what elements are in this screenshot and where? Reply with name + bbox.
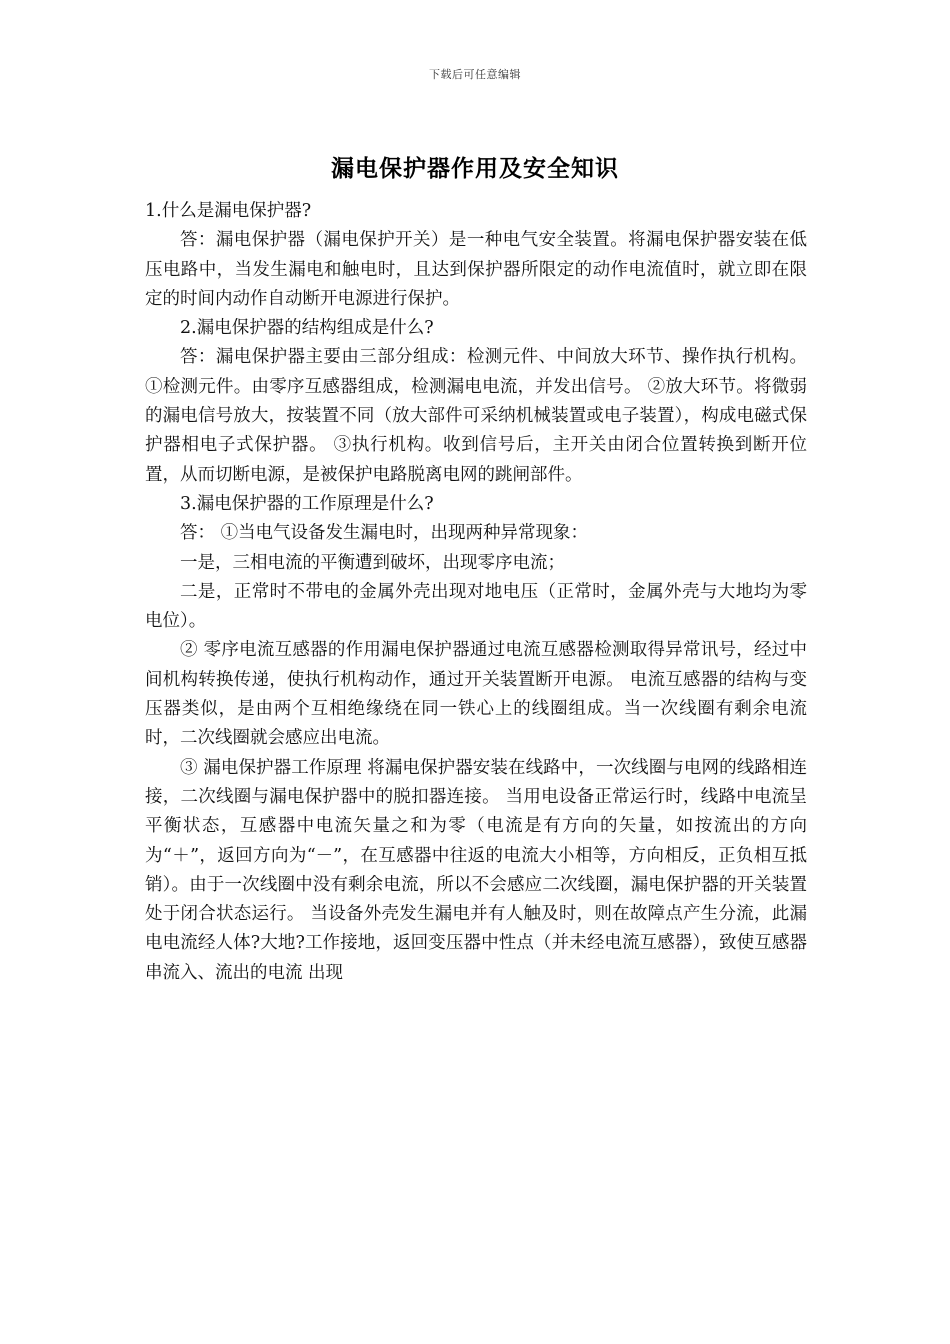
answer-2: 答：漏电保护器主要由三部分组成：检测元件、中间放大环节、操作执行机构。 ①检测元件。由零序互感器组成，检测漏电电流，并发出信号。 ②放大环节。将微弱的漏电信号放大，按装置不同（放大部件可采纳机械装置或电子装置），构成电磁式保护器相电子式保护器。 ③执行机构。收到信号后，主开关由闭合位置转换到断开位置，从而切断电源，是被保护电路脱离电网的跳闸部件。 bbox=[145, 347, 807, 485]
answer-3-part-2: ② 零序电流互感器的作用漏电保护器通过电流互感器检测取得异常讯号，经过中间机构转换传递，使执行机构动作，通过开关装置断开电源。 电流互感器的结构与变压器类似，是由两个互相绝缘绕在同一铁心上的线圈组成。当一次线圈有剩余电流时，二次线圈就会感应出电流。 bbox=[145, 640, 807, 749]
question-3: 3.漏电保护器的工作原理是什么? bbox=[180, 493, 434, 514]
document-body bbox=[145, 197, 807, 988]
answer-3-part-3: ③ 漏电保护器工作原理 将漏电保护器安装在线路中，一次线圈与电网的线路相连接，二次线圈与漏电保护器中的脱扣器连接。 当用电设备正常运行时，线路中电流呈平衡状态，互感器中电流矢量之和为零（电流是有方向的矢量，如按流出的方向为“＋”，返回方向为“－”，在互感器中往返的电流大小相等，方向相反，正负相互抵销）。由于一次线圈中没有剩余电流，所以不会感应二次线圈，漏电保护器的开关装置处于闭合状态运行。 当设备外壳发生漏电并有人触及时，则在故障点产生分流，此漏电电流经人体?大地?工作接地，返回变压器中性点（并未经电流互感器），致使互感器串流入、流出的电流 出现 bbox=[145, 757, 807, 983]
question-1: 1.什么是漏电保护器? bbox=[145, 201, 312, 221]
answer-3-intro: 答： ①当电气设备发生漏电时，出现两种异常现象： bbox=[180, 523, 589, 544]
question-2: 2.漏电保护器的结构组成是什么? bbox=[180, 318, 434, 339]
answer-3-point-b: 二是，正常时不带电的金属外壳出现对地电压（正常时，金属外壳与大地均为零电位）。 bbox=[145, 581, 807, 632]
answer-3-point-a: 一是，三相电流的平衡遭到破坏，出现零序电流； bbox=[180, 552, 565, 573]
answer-1: 答：漏电保护器（漏电保护开关）是一种电气安全装置。将漏电保护器安装在低压电路中，当发生漏电和触电时，且达到保护器所限定的动作电流值时，就立即在限定的时间内动作自动断开电源进行保护。 bbox=[145, 230, 807, 309]
document-title: 漏电保护器作用及安全知识 bbox=[331, 155, 619, 182]
header-note: 下载后可任意编辑 bbox=[429, 68, 521, 81]
